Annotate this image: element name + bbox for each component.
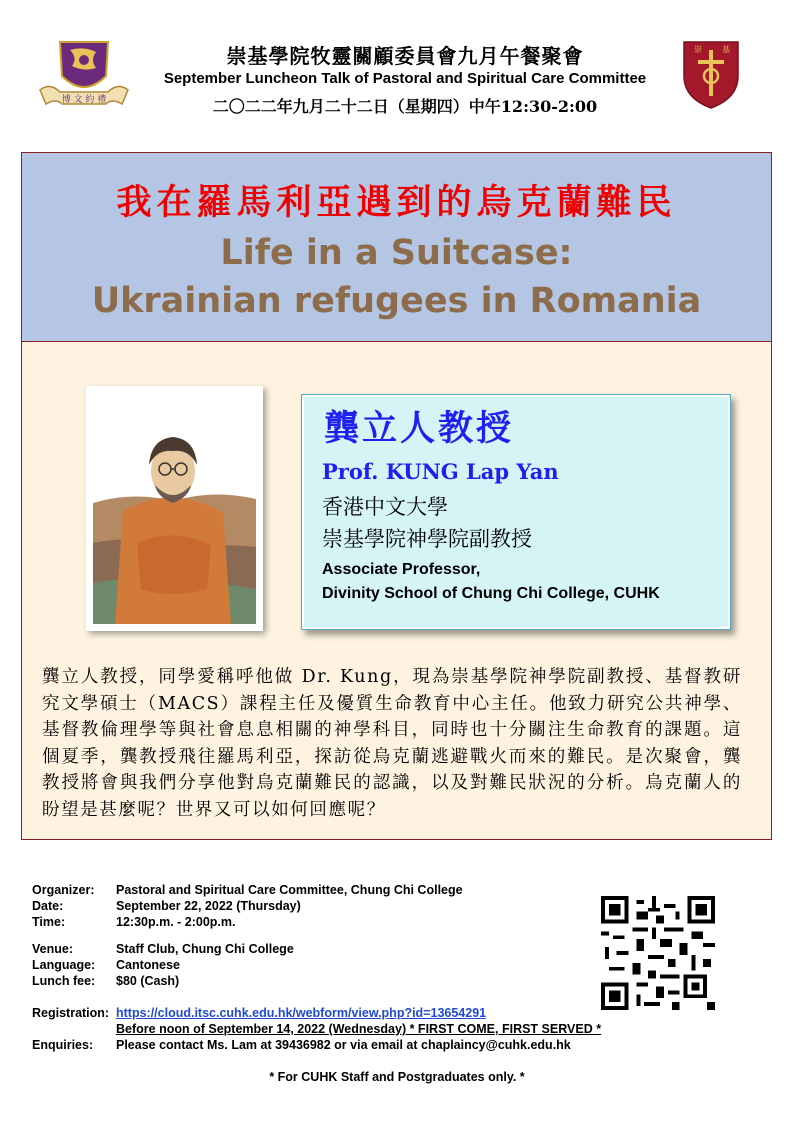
venue-value: Staff Club, Chung Chi College <box>116 942 294 956</box>
enquiries-value: Please contact Ms. Lam at 39436982 or via email at chaplaincy@cuhk.edu.hk <box>116 1038 571 1052</box>
speaker-affiliation-zh-1: 香港中文大學 <box>322 495 448 519</box>
header-title-en: September Luncheon Talk of Pastoral and Spiritual Care Committee <box>163 70 647 87</box>
chung-chi-college-crest <box>680 38 742 110</box>
fee-value: $80 (Cash) <box>116 974 180 988</box>
speaker-affiliation-en: Divinity School of Chung Chi College, CUHK <box>322 585 660 602</box>
registration-link[interactable]: https://cloud.itsc.cuhk.edu.hk/webform/view.php?id=13654291 <box>116 1006 487 1020</box>
svg-text:崇: 崇 <box>694 45 702 54</box>
enquiries-label: Enquiries: <box>32 1038 94 1052</box>
speaker-portrait-frame <box>86 386 263 631</box>
language-label: Language: <box>32 958 96 972</box>
registration-deadline: Before noon of September 14, 2022 (Wednesday) * FIRST COME, FIRST SERVED * <box>116 1022 602 1036</box>
talk-details-panel <box>21 342 772 840</box>
speaker-bio: 龔立人教授，同學愛稱呼他做 Dr. Kung，現為崇基學院神學院副教授、基督教研究文學碩士（MACS）課程主任及優質生命教育中心主任。他致力研究公共神學、基督教倫理學等與社會息息相關的神學科目，同時也十分關注生命教育的課題。這個夏季，龔教授飛往羅馬利亞，探訪從烏克蘭逃避戰火而來的難民。是次聚會，龔教授將會與我們分享他對烏克蘭難民的認識，以及對難民狀況的分析。烏克蘭人的盼望是甚麼呢？世界又可以如何回應呢？ <box>42 667 742 820</box>
talk-title-en-line1: Life in a Suitcase: <box>220 233 573 273</box>
time-value: 12:30p.m. - 2:00p.m. <box>116 915 236 929</box>
date-label: Date: <box>32 899 64 913</box>
svg-text:博 文 約 禮: 博 文 約 禮 <box>61 95 107 105</box>
eligibility-note: * For CUHK Staff and Postgraduates only. * <box>269 1070 525 1084</box>
date-value: September 22, 2022 (Thursday) <box>116 899 301 913</box>
venue-label: Venue: <box>32 942 73 956</box>
fee-label: Lunch fee: <box>32 974 96 988</box>
registration-qr-code[interactable] <box>601 896 715 1010</box>
speaker-name-en: Prof. KUNG Lap Yan <box>322 459 559 484</box>
speaker-portrait <box>93 393 256 624</box>
language-value: Cantonese <box>116 958 180 972</box>
speaker-card <box>301 394 731 630</box>
organizer-value: Pastoral and Spiritual Care Committee, Chung Chi College <box>116 883 463 897</box>
title-banner <box>21 152 772 342</box>
speaker-title-en: Associate Professor, <box>322 561 481 578</box>
header-date: 二〇二二年九月二十二日（星期四）中午12:30-2:00 <box>212 97 598 116</box>
cuhk-logo <box>36 38 132 116</box>
talk-title-zh: 我在羅馬利亞遇到的烏克蘭難民 <box>116 182 677 223</box>
talk-title-en-line2: Ukrainian refugees in Romania <box>91 281 702 321</box>
header-title-zh: 崇基學院牧靈關顧委員會九月午餐聚會 <box>226 44 584 68</box>
time-label: Time: <box>32 915 66 929</box>
svg-text:基: 基 <box>722 45 730 54</box>
organizer-label: Organizer: <box>32 883 95 897</box>
speaker-name-zh: 龔立人教授 <box>324 408 515 449</box>
registration-label: Registration: <box>32 1006 110 1020</box>
speaker-affiliation-zh-2: 崇基學院神學院副教授 <box>322 527 532 551</box>
